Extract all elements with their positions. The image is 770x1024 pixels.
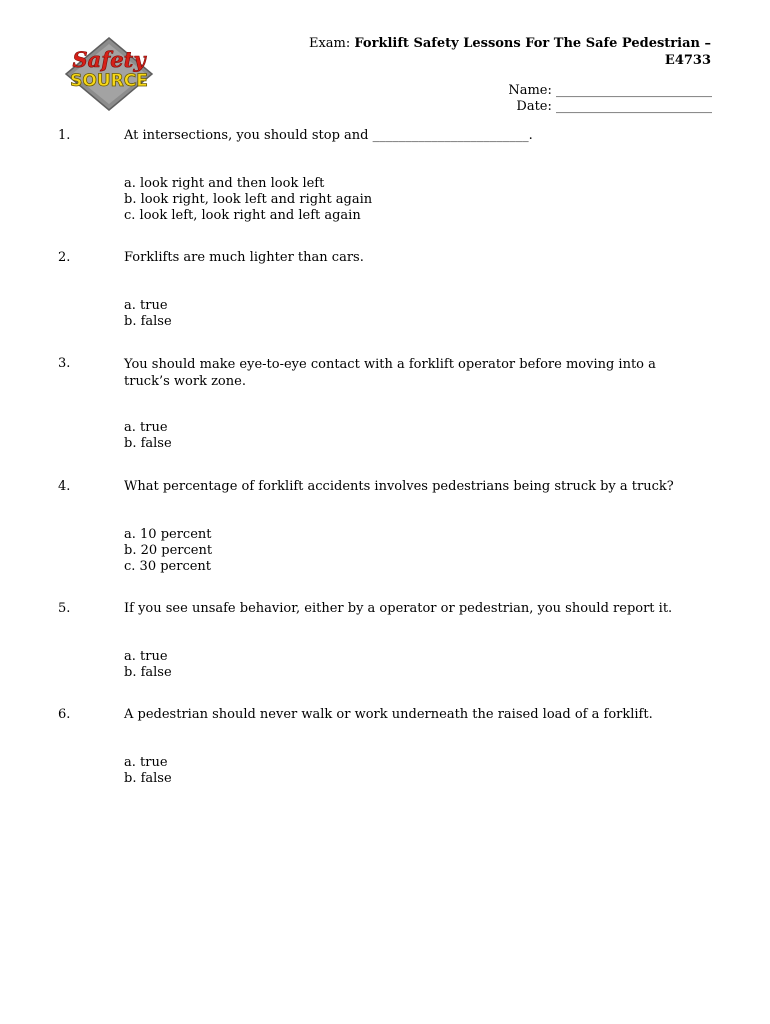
date-line [508,99,712,115]
name-field[interactable]: ________________________ [556,83,712,98]
name-line [508,83,712,99]
answer-option-a[interactable]: a. true [124,298,168,313]
student-info [508,83,712,115]
question-text: You should make eye-to-eye contact with a forklift operator before moving into a truck’s work zone. [124,357,656,389]
question-number: 1. [58,128,71,143]
answer-options [124,527,212,575]
answer-option-b[interactable]: b. false [124,436,172,451]
question-number: 3. [58,356,71,371]
answer-option-b[interactable]: b. false [124,771,172,786]
answer-option-b[interactable]: b. false [124,314,172,329]
answer-options [124,755,172,787]
question-number: 5. [58,601,71,616]
answer-option-b[interactable]: b. false [124,665,172,680]
logo-text-source: SOURCE [70,71,148,91]
exam-code: E4733 [664,53,711,68]
answer-options [124,298,172,330]
exam-prefix: Exam: [308,36,355,51]
answer-option-a[interactable]: a. true [124,649,168,664]
date-field[interactable]: ________________________ [556,99,712,114]
date-label: Date: [516,99,556,114]
answer-option-a[interactable]: a. true [124,420,168,435]
answer-option-a[interactable]: a. 10 percent [124,527,212,542]
question-text: At intersections, you should stop and ________________________. [124,128,533,143]
answer-option-b[interactable]: b. 20 percent [124,543,213,558]
question-text: If you see unsafe behavior, either by a operator or pedestrian, you should report it. [124,601,673,616]
safety-source-logo [62,36,156,112]
question-text: Forklifts are much lighter than cars. [124,250,364,265]
answer-option-c[interactable]: c. look left, look right and left again [124,208,361,223]
question-text: What percentage of forklift accidents involves pedestrians being struck by a truck? [124,479,674,494]
exam-name: Forklift Safety Lessons For The Safe Pedestrian – [354,36,711,51]
logo-text-safety: Safety [72,47,146,72]
answer-options [124,649,172,681]
answer-option-b[interactable]: b. look right, look left and right again [124,192,373,207]
question-number: 6. [58,707,71,722]
exam-title [250,35,711,69]
name-label: Name: [508,83,556,98]
question-number: 2. [58,250,71,265]
question-number: 4. [58,479,71,494]
question-text: A pedestrian should never walk or work underneath the raised load of a forklift. [124,707,653,722]
answer-option-a[interactable]: a. true [124,755,168,770]
answer-option-a[interactable]: a. look right and then look left [124,176,325,191]
answer-options [124,176,372,224]
answer-option-c[interactable]: c. 30 percent [124,559,212,574]
answer-options [124,420,172,452]
